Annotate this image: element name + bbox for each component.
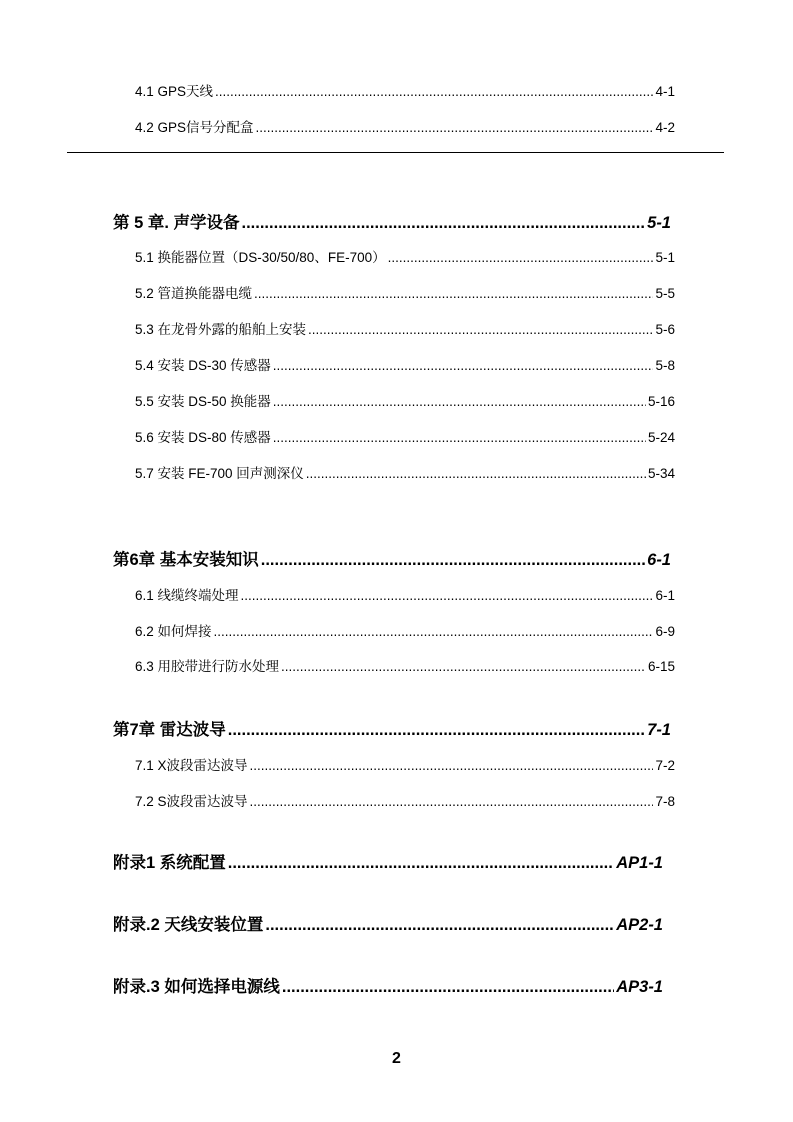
leader-dots bbox=[250, 794, 654, 809]
leader-dots bbox=[228, 721, 645, 740]
toc-entry-page: 6-1 bbox=[655, 588, 675, 603]
toc-entry-5-7[interactable] bbox=[135, 462, 675, 482]
toc-entry-title: 4.1 GPS天线 bbox=[135, 84, 214, 99]
appendix-title: 附录.3 如何选择电源线 bbox=[113, 978, 280, 996]
toc-entry-5-6[interactable] bbox=[135, 426, 675, 446]
leader-dots bbox=[261, 551, 645, 570]
toc-appendix-2[interactable] bbox=[113, 911, 663, 935]
toc-entry-title: 5.1 换能器位置（DS-30/50/80、FE-700） bbox=[135, 250, 386, 265]
leader-dots bbox=[306, 466, 646, 481]
toc-entry-title: 5.2 管道换能器电缆 bbox=[135, 286, 253, 301]
toc-entry-title: 5.6 安装 DS-80 传感器 bbox=[135, 430, 271, 445]
toc-entry-5-1[interactable] bbox=[135, 246, 675, 266]
leader-dots bbox=[242, 214, 646, 233]
toc-entry-page: 6-15 bbox=[647, 659, 675, 674]
leader-dots bbox=[228, 854, 614, 873]
toc-entry-4-2[interactable] bbox=[135, 116, 675, 136]
appendix-title: 附录.2 天线安装位置 bbox=[113, 916, 264, 934]
toc-entry-page: 5-16 bbox=[647, 394, 675, 409]
leader-dots bbox=[254, 286, 653, 301]
toc-entry-page: 7-2 bbox=[655, 758, 675, 773]
chapter-title: 第 5 章. 声学设备 bbox=[113, 214, 240, 232]
toc-entry-title: 5.4 安装 DS-30 传感器 bbox=[135, 358, 271, 373]
horizontal-rule bbox=[67, 152, 724, 153]
toc-entry-title: 4.2 GPS信号分配盒 bbox=[135, 120, 254, 135]
toc-entry-title: 6.3 用胶带进行防水处理 bbox=[135, 659, 280, 674]
leader-dots bbox=[214, 624, 654, 639]
toc-entry-page: 5-24 bbox=[647, 430, 675, 445]
leader-dots bbox=[282, 978, 614, 997]
toc-entry-6-3[interactable] bbox=[135, 655, 675, 675]
toc-entry-title: 7.2 S波段雷达波导 bbox=[135, 794, 248, 809]
toc-entry-page: 7-8 bbox=[655, 794, 675, 809]
toc-entry-title: 7.1 X波段雷达波导 bbox=[135, 758, 248, 773]
leader-dots bbox=[250, 758, 654, 773]
chapter-page: 6-1 bbox=[647, 551, 671, 569]
chapter-title: 第7章 雷达波导 bbox=[113, 721, 226, 739]
leader-dots bbox=[215, 84, 653, 99]
toc-entry-5-4[interactable] bbox=[135, 354, 675, 374]
toc-entry-6-1[interactable] bbox=[135, 584, 675, 604]
toc-entry-5-3[interactable] bbox=[135, 318, 675, 338]
leader-dots bbox=[265, 916, 614, 935]
toc-appendix-3[interactable] bbox=[113, 973, 663, 997]
leader-dots bbox=[308, 322, 653, 337]
toc-entry-7-2[interactable] bbox=[135, 790, 675, 810]
toc-chapter-5[interactable] bbox=[113, 209, 671, 233]
leader-dots bbox=[273, 394, 646, 409]
toc-appendix-1[interactable] bbox=[113, 849, 663, 873]
toc-entry-page: 5-34 bbox=[647, 466, 675, 481]
appendix-page: AP1-1 bbox=[616, 854, 663, 872]
chapter-title: 第6章 基本安装知识 bbox=[113, 551, 259, 569]
toc-entry-4-1[interactable] bbox=[135, 80, 675, 100]
toc-chapter-6[interactable] bbox=[113, 546, 671, 570]
toc-entry-page: 4-1 bbox=[655, 84, 675, 99]
toc-entry-page: 5-1 bbox=[655, 250, 675, 265]
toc-entry-page: 6-9 bbox=[655, 624, 675, 639]
toc-entry-title: 5.3 在龙骨外露的船舶上安装 bbox=[135, 322, 307, 337]
appendix-title: 附录1 系统配置 bbox=[113, 854, 226, 872]
leader-dots bbox=[273, 430, 646, 445]
toc-entry-5-2[interactable] bbox=[135, 282, 675, 302]
appendix-page: AP3-1 bbox=[616, 978, 663, 996]
leader-dots bbox=[256, 120, 654, 135]
page-number: 2 bbox=[392, 1050, 401, 1067]
toc-entry-6-2[interactable] bbox=[135, 620, 675, 640]
toc-entry-page: 4-2 bbox=[655, 120, 675, 135]
toc-entry-7-1[interactable] bbox=[135, 754, 675, 774]
chapter-page: 5-1 bbox=[647, 214, 671, 232]
toc-entry-title: 5.7 安装 FE-700 回声测深仪 bbox=[135, 466, 304, 481]
toc-entry-title: 5.5 安装 DS-50 换能器 bbox=[135, 394, 271, 409]
toc-entry-page: 5-5 bbox=[655, 286, 675, 301]
toc-chapter-7[interactable] bbox=[113, 716, 671, 740]
toc-entry-page: 5-6 bbox=[655, 322, 675, 337]
toc-entry-page: 5-8 bbox=[655, 358, 675, 373]
toc-entry-title: 6.2 如何焊接 bbox=[135, 624, 212, 639]
toc-entry-5-5[interactable] bbox=[135, 390, 675, 410]
toc-entry-title: 6.1 线缆终端处理 bbox=[135, 588, 239, 603]
appendix-page: AP2-1 bbox=[616, 916, 663, 934]
leader-dots bbox=[273, 358, 654, 373]
leader-dots bbox=[388, 250, 654, 265]
leader-dots bbox=[281, 659, 646, 674]
leader-dots bbox=[241, 588, 654, 603]
chapter-page: 7-1 bbox=[647, 721, 671, 739]
